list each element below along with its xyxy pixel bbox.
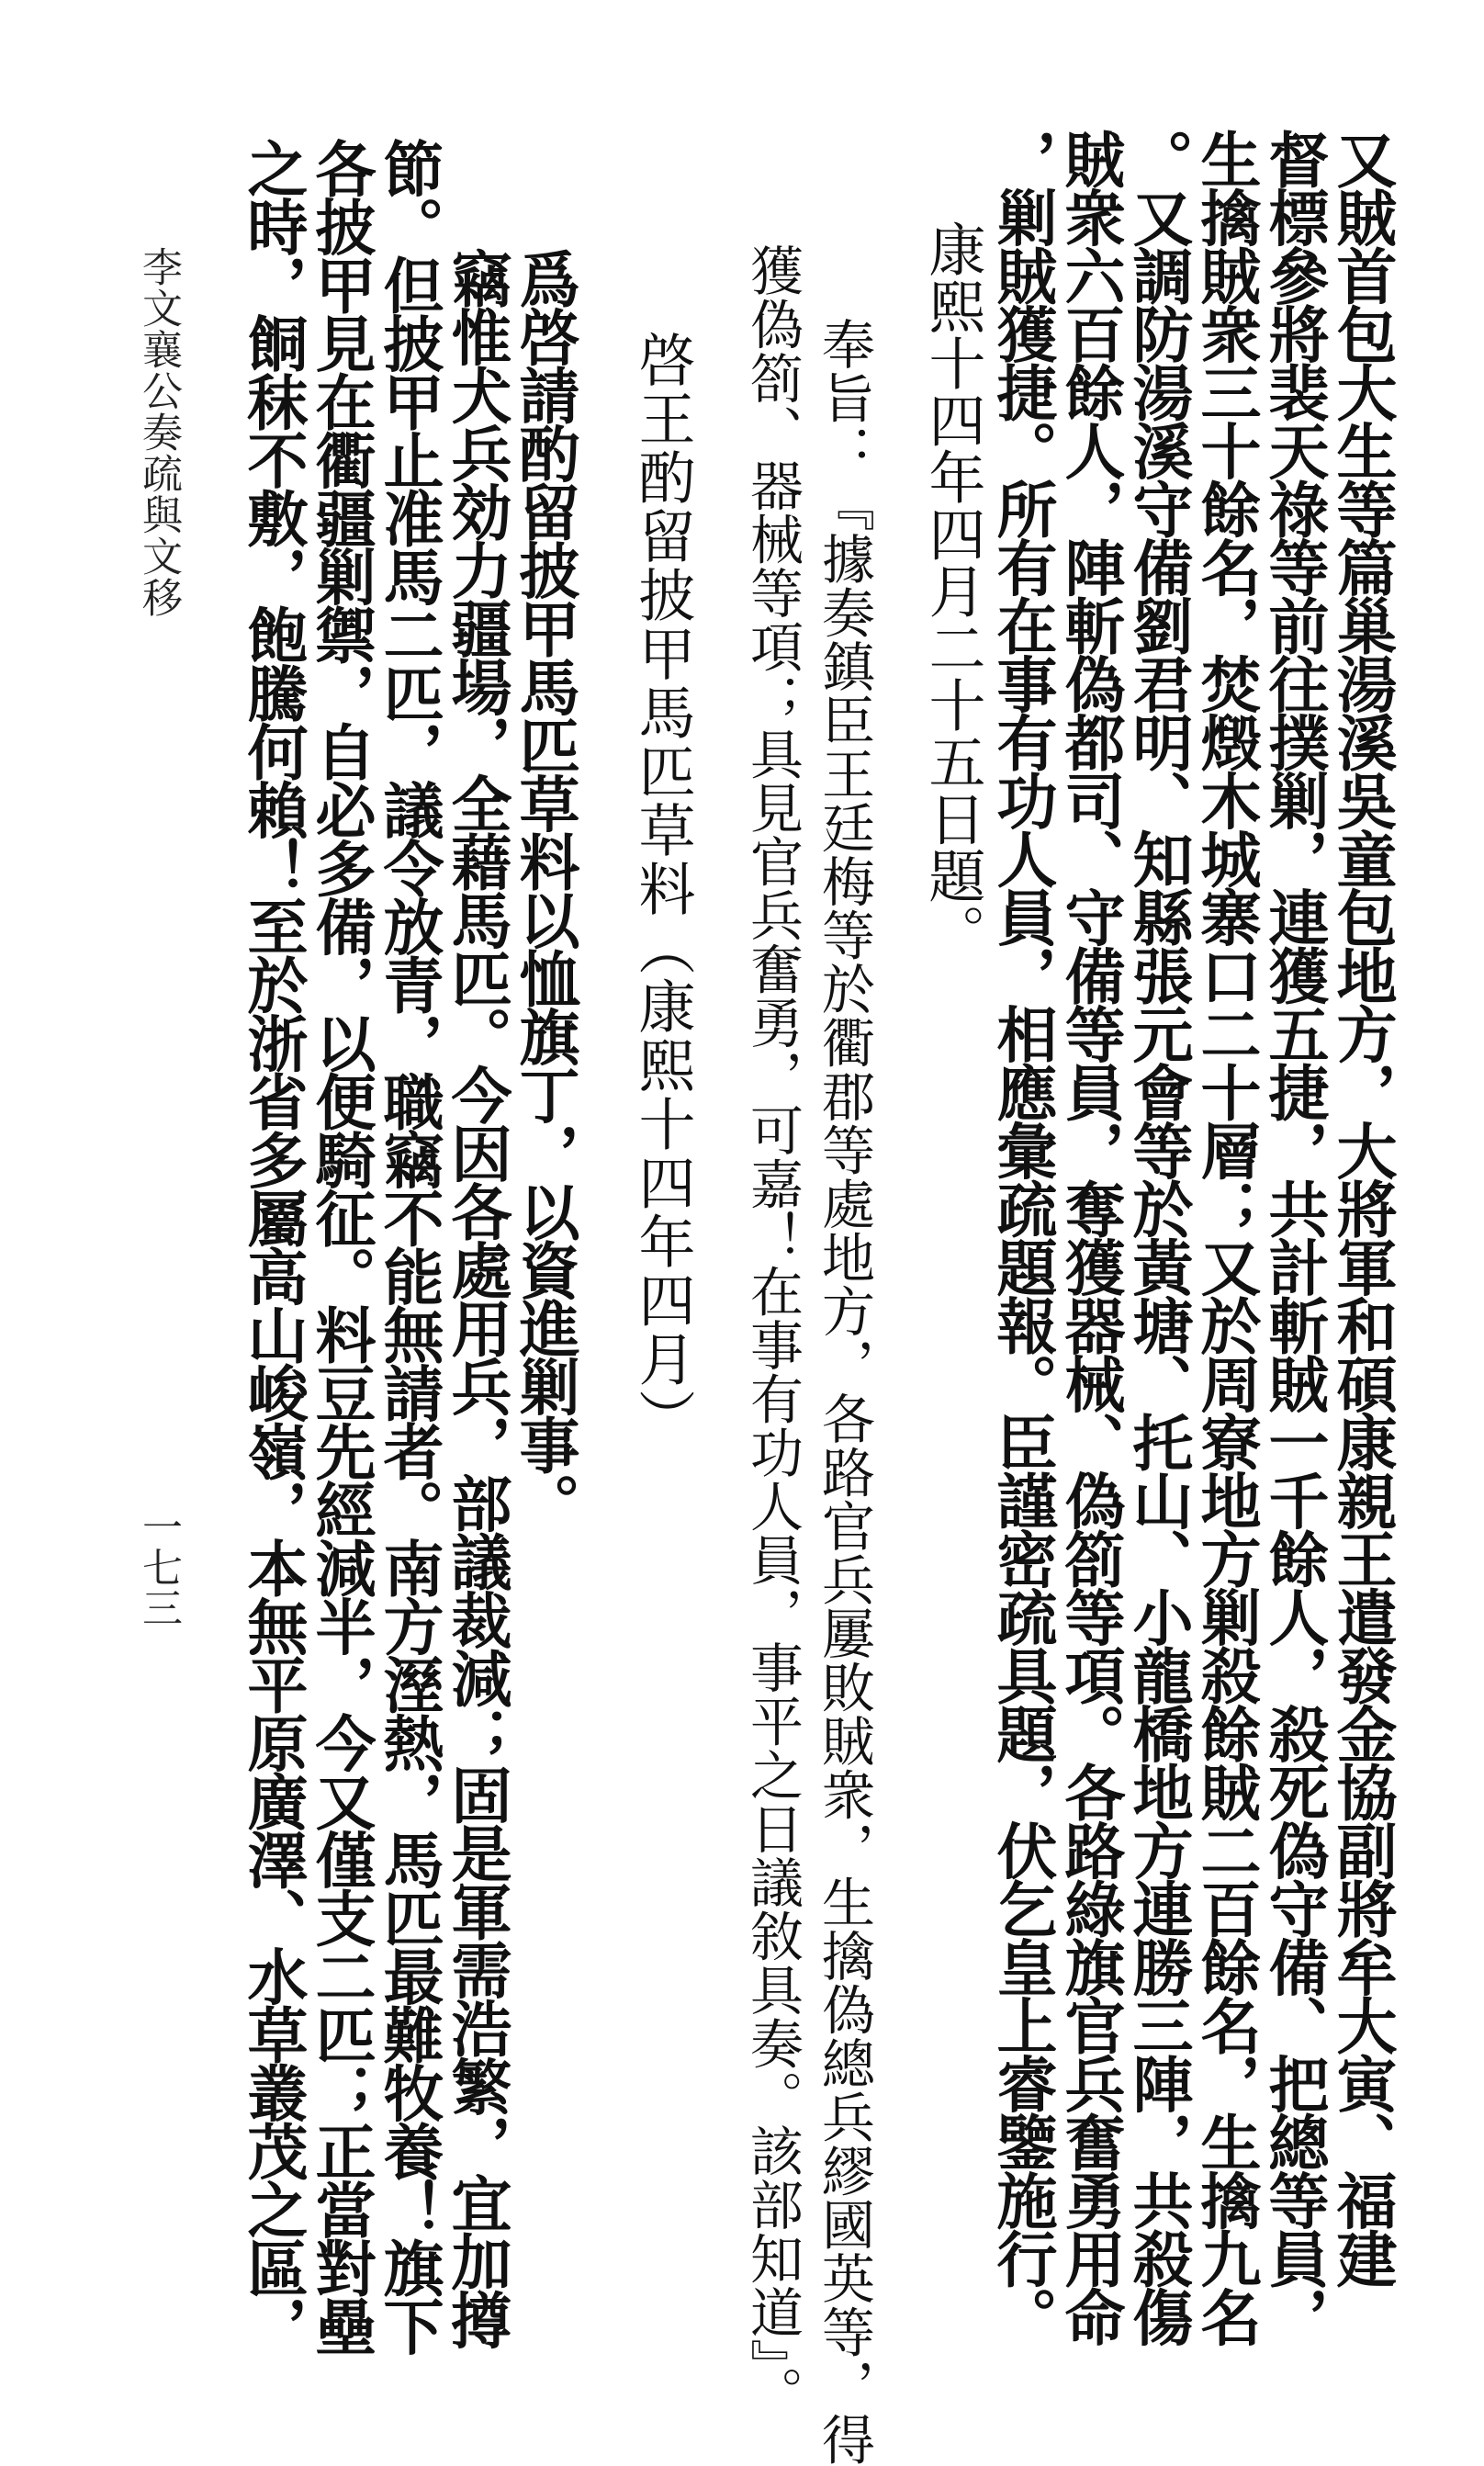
text-column-9: 節。但披甲止准馬二匹，議令放青，職竊不能無請者。南方溼熱，馬匹最難牧養！旗下 xyxy=(373,138,444,2354)
text-column-11: 之時，餇秣不敷，飽騰何賴！至於浙省多屬高山峻嶺，本無平原廣澤、水草叢茂之區， xyxy=(237,138,309,2354)
text-column-10: 各披甲見在衢疆剿禦，自必多備，以便騎征。料豆先經減半，今又僅支二匹；正當對壘 xyxy=(305,138,377,2354)
text-column-8: 竊惟犬兵効力疆場，全藉馬匹。今因各處用兵，部議裁減；固是軍需浩繁，宜加撙 xyxy=(441,248,512,2348)
memorial-date: 康熙十四年四月二十五日題。 xyxy=(919,220,986,961)
imperial-rescript-line-1: 奉旨：『據奏鎮臣王廷梅等於衢郡等處地方，各路官兵屢敗賊衆，生擒偽總兵繆國英等，得 xyxy=(813,317,875,2466)
text-column-4: 。又調防湯溪守備劉君明、知縣張元會等於黃塘、托山、小龍橋地方連勝三陣，共殺傷 xyxy=(1122,129,1194,2345)
text-column-2: 督標參將裴天祿等前往撲剿，連獲五捷，共計斬賊一千餘人，殺死偽守備、把總等員， xyxy=(1258,129,1330,2345)
text-column-6: ，剿賊獲捷。所有在事有功人員，相應彙疏題報。臣謹密疏具題，伏乞皇上睿鑒施行。 xyxy=(986,129,1058,2345)
imperial-rescript-line-2: 獲偽箚、器械等項；具見官兵奮勇，可嘉！在事有功人員，事平之日議敘具奏。該部知道』。 xyxy=(741,243,804,2420)
text-column-5: 賊衆六百餘人，陣斬偽都司、守備等員，奪獲器械、偽箚等項。各路綠旗官兵奮勇用命 xyxy=(1054,129,1126,2345)
section-title: 啓王酌留披甲馬匹草料（康熙十四年四月） xyxy=(629,331,696,1447)
page-number: 一七三 xyxy=(135,1506,182,1627)
running-header: 李文襄公奏疏與文移 xyxy=(135,246,182,618)
text-column-3: 生擒賊衆三十餘名，焚燬木城寨口二十層；又於周寮地方剿殺餘賊二百餘名，生擒九名 xyxy=(1190,129,1262,2345)
text-column-1: 又賊首包大生等篇巢湯溪吳童包地方，大將軍和碩康親王遣發金協副將牟大寅、福建 xyxy=(1326,129,1398,2287)
text-column-7: 爲啓請酌留披甲馬匹草料以恤旗丁，以資進剿事。 xyxy=(509,248,580,1531)
